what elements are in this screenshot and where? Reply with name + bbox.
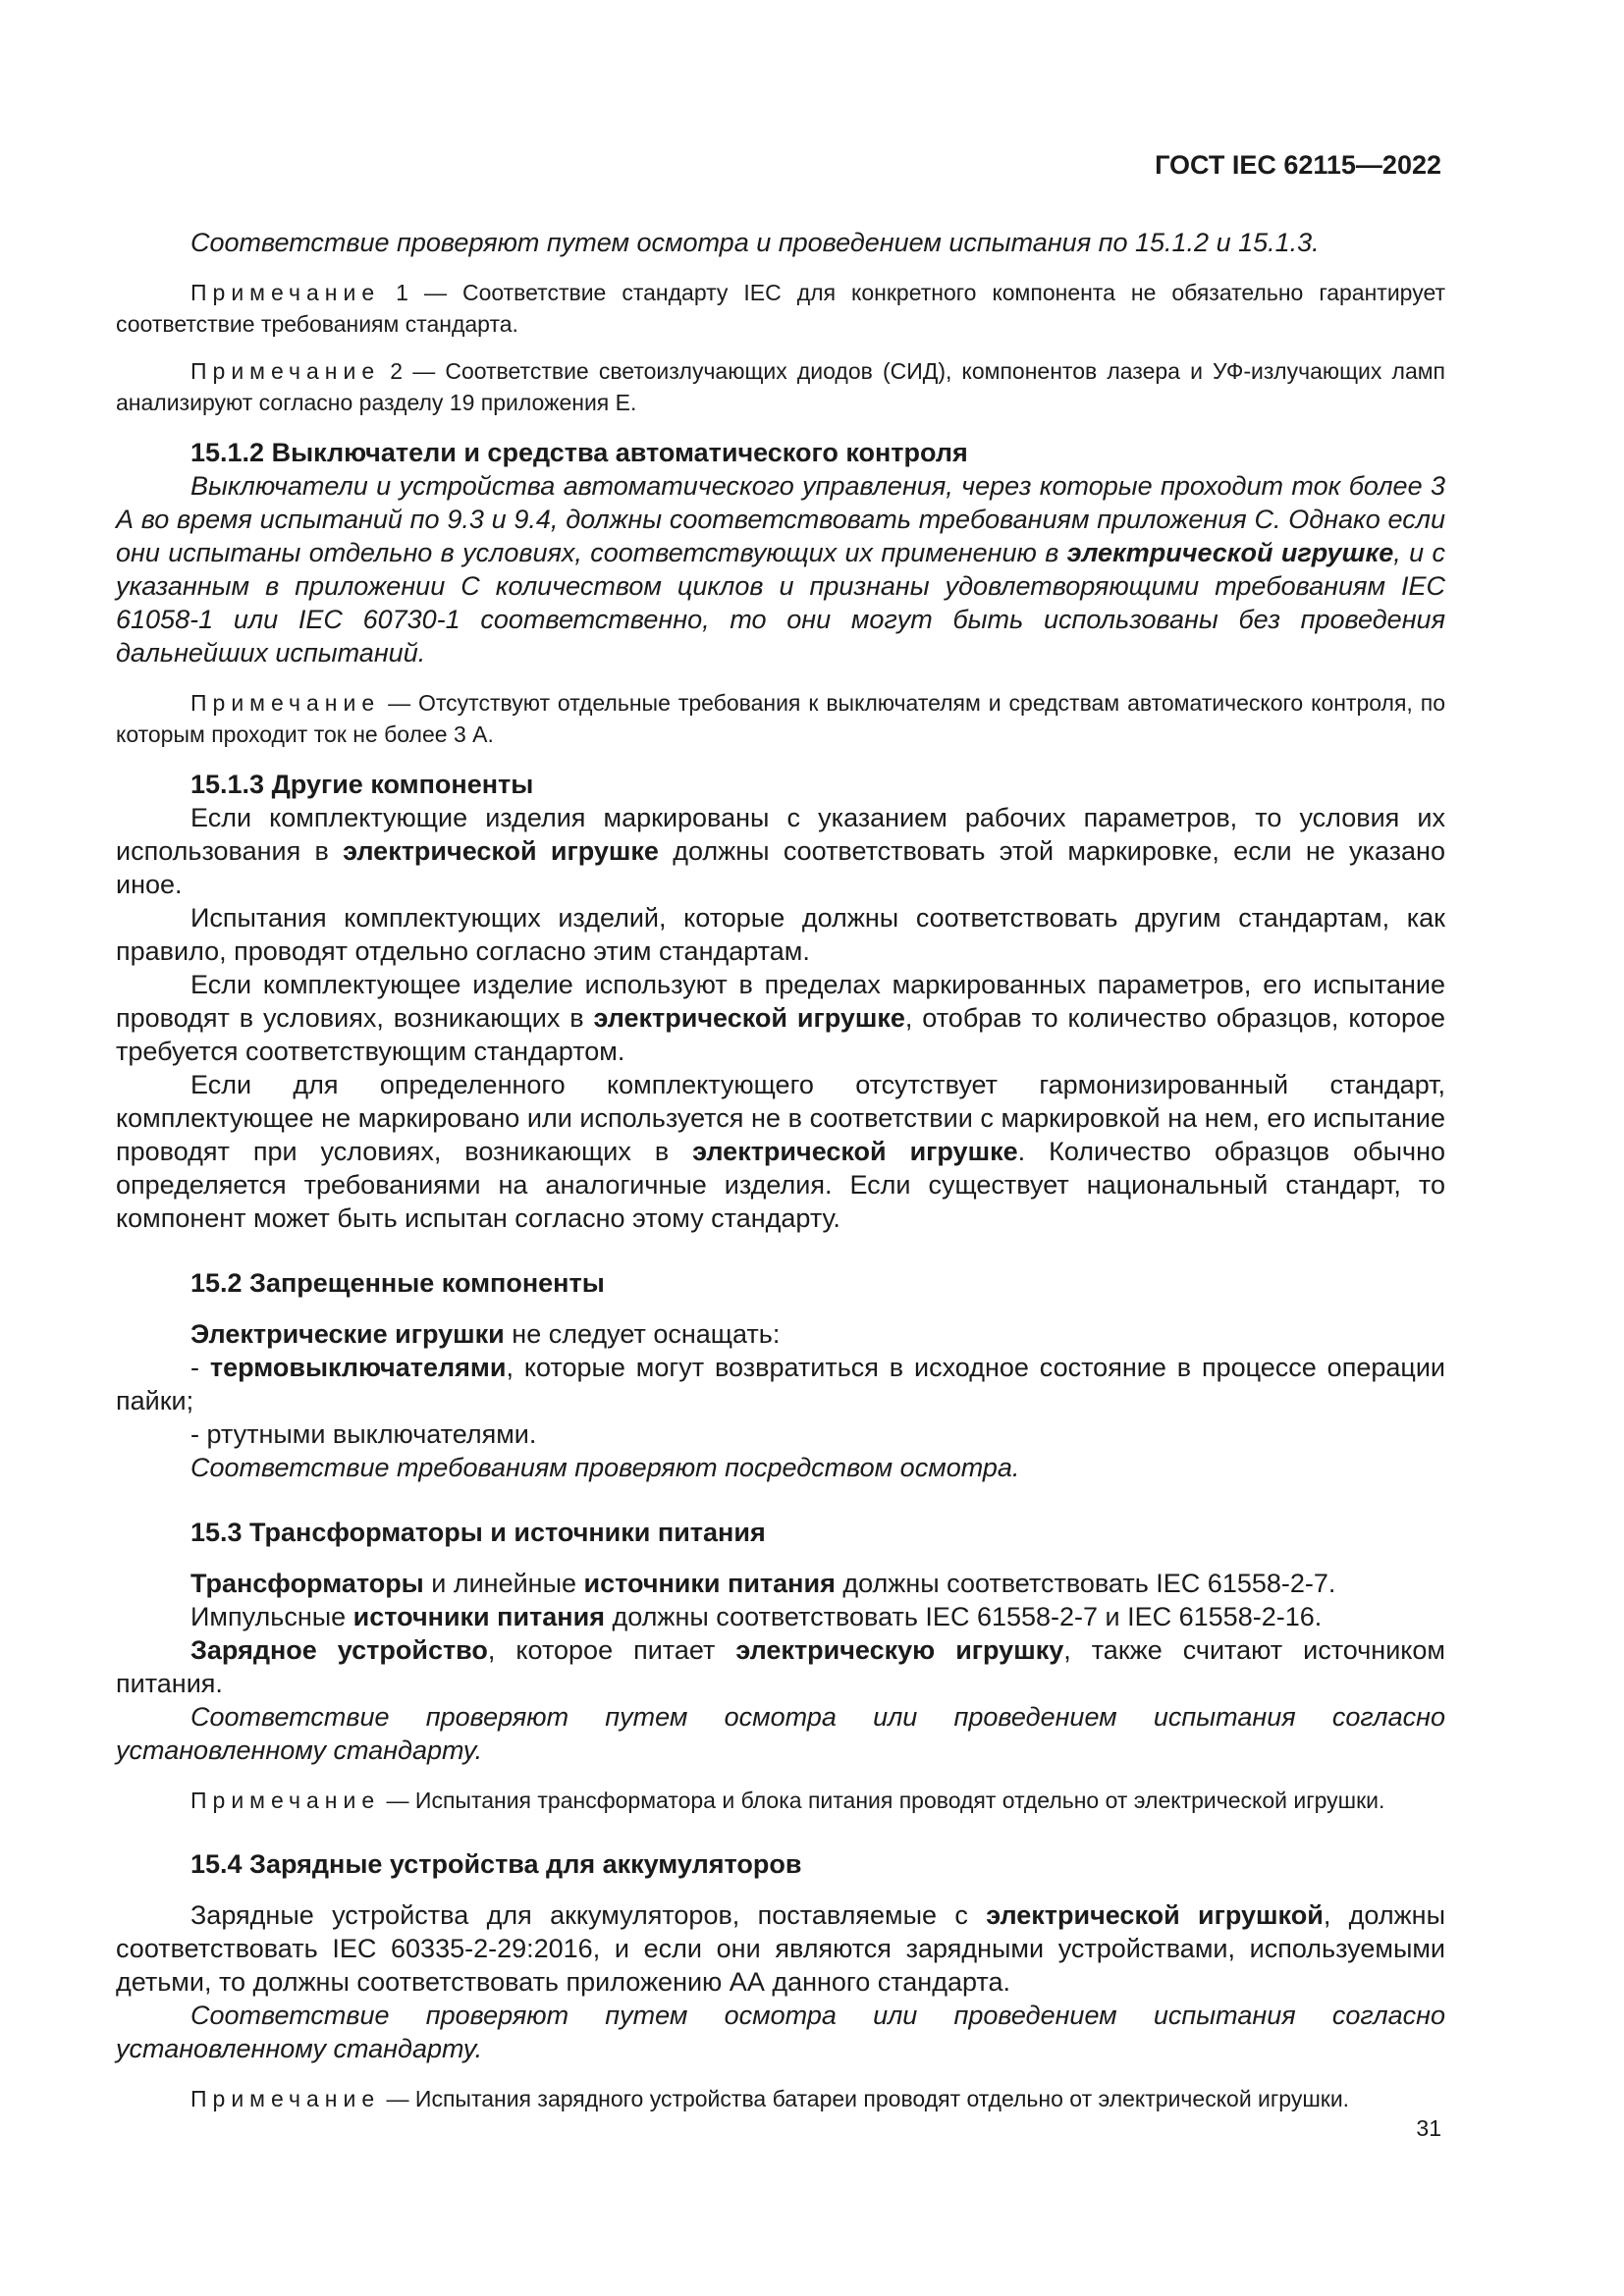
note: Примечание — Испытания зарядного устройства батареи проводят отдельно от электрической игрушки. (190, 2086, 1350, 2111)
section-heading: 15.3 Трансформаторы и источники питания (190, 1518, 766, 1547)
paragraph: Зарядные устройства для аккумуляторов, поставляемые с электрической игрушкой, должны соответствовать IEC 60335-2-29:2016, и если они являются зарядными устройствами, используемыми детьми, то должны соответствовать приложению АА данного стандарта. (116, 1900, 1445, 1997)
paragraph: Зарядное устройство, которое питает электрическую игрушку, также считают источником питания. (116, 1635, 1445, 1698)
paragraph: Трансформаторы и линейные источники питания должны соответствовать IEC 61558-2-7. (190, 1569, 1336, 1598)
paragraph: Соответствие требованиям проверяют посредством осмотра. (190, 1453, 1020, 1482)
page-content (116, 147, 1445, 2114)
paragraph: Соответствие проверяют путем осмотра и проведением испытания по 15.1.2 и 15.1.3. (190, 228, 1320, 257)
paragraph: Соответствие проверяют путем осмотра или проведением испытания согласно установленному стандарту. (116, 2001, 1445, 2063)
paragraph: Если комплектующие изделия маркированы с указанием рабочих параметров, то условия их использования в электрической игрушке должны соответствовать этой маркировке, если не указано иное. (116, 803, 1445, 899)
paragraph: Соответствие проверяют путем осмотра или проведением испытания согласно установленному стандарту. (116, 1702, 1445, 1765)
list-item: - ртутными выключателями. (190, 1419, 537, 1449)
section-heading: 15.2 Запрещенные компоненты (190, 1268, 605, 1298)
paragraph: Импульсные источники питания должны соответствовать IEC 61558-2-7 и IEC 61558-2-16. (190, 1602, 1323, 1631)
paragraph: Выключатели и устройства автоматического управления, через которые проходит ток более 3 А во время испытаний по 9.3 и 9.4, должны соответствовать требованиям приложения С. Однако если они испытаны отдельно в условиях, соответствующих их применению в электрической игрушке, и с указанным в приложении С количеством циклов и признаны удовлетворяющими требованиям IEC 61058-1 или IEC 60730-1 соответственно, то они могут быть использованы без проведения дальнейших испытаний. (116, 471, 1445, 667)
section-heading: 15.1.3 Другие компоненты (190, 770, 534, 799)
list-item: - термовыключателями, которые могут возвратиться в исходное состояние в процессе операции пайки; (116, 1353, 1445, 1415)
paragraph: Электрические игрушки не следует оснащать: (190, 1319, 781, 1349)
note: Примечание 2 — Соответствие светоизлучающих диодов (СИД), компонентов лазера и УФ-излучающих ламп анализируют согласно разделу 19 приложения Е. (116, 358, 1445, 415)
paragraph: Если комплектующее изделие используют в пределах маркированных параметров, его испытание проводят в условиях, возникающих в электрической игрушке, отобрав то количество образцов, которое требуется соответствующим стандартом. (116, 970, 1446, 1066)
note: Примечание — Испытания трансформатора и блока питания проводят отдельно от электрической игрушки. (190, 1788, 1385, 1813)
paragraph: Если для определенного комплектующего отсутствует гармонизированный стандарт, комплектующее не маркировано или используется не в соответствии с маркировкой на нем, его испытание проводят при условиях, возникающих в электрической игрушке. Количество образцов обычно определяется требованиями на аналогичные изделия. Если существует национальный стандарт, то компонент может быть испытан согласно этому стандарту. (116, 1070, 1445, 1233)
section-heading: 15.4 Зарядные устройства для аккумуляторов (190, 1849, 802, 1879)
note: Примечание — Отсутствуют отдельные требования к выключателям и средствам автоматического контроля, по которым проходит ток не более 3 А. (116, 690, 1445, 747)
section-heading: 15.1.2 Выключатели и средства автоматического контроля (190, 438, 968, 467)
standard-code-header: ГОСТ IEC 62115—2022 (1155, 150, 1441, 180)
page-number: 31 (1416, 2115, 1441, 2141)
paragraph: Испытания комплектующих изделий, которые должны соответствовать другим стандартам, как правило, проводят отдельно согласно этим стандартам. (116, 903, 1445, 966)
note: Примечание 1 — Соответствие стандарту IEC для конкретного компонента не обязательно гарантирует соответствие требованиям стандарта. (116, 280, 1445, 337)
